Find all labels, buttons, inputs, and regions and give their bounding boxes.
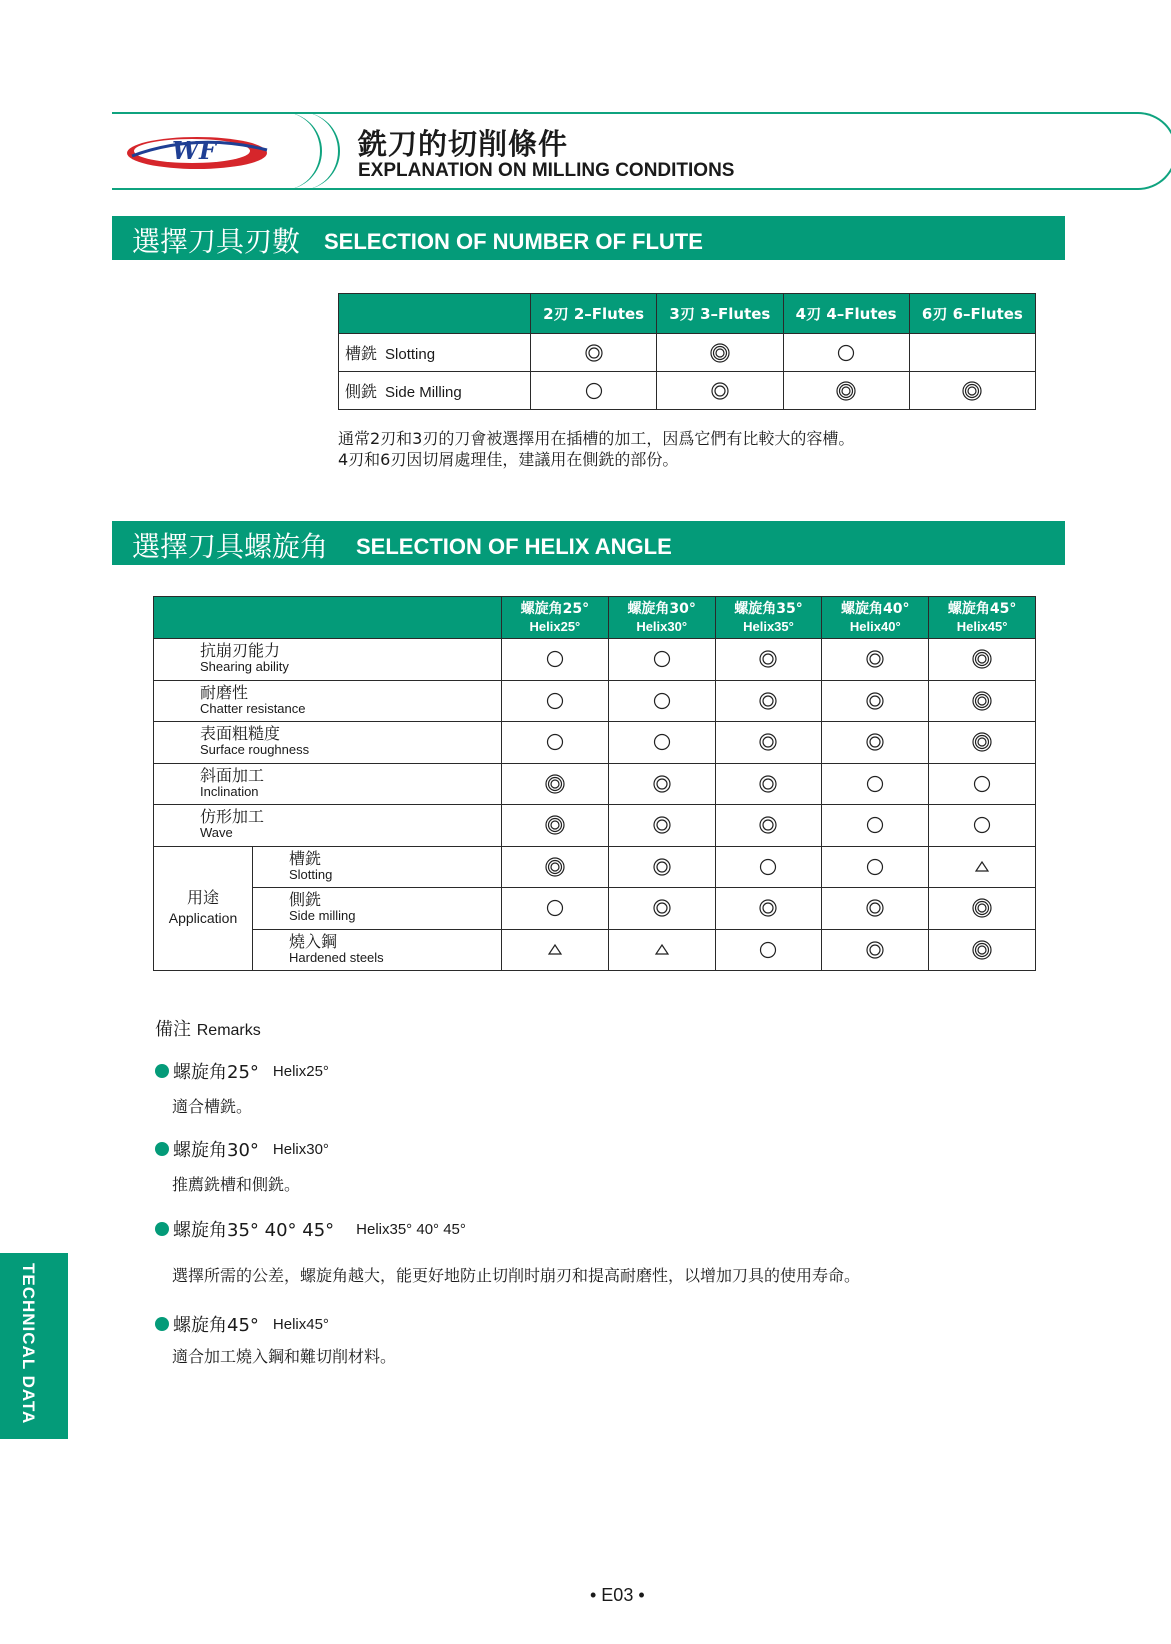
page-header xyxy=(112,112,1065,190)
remark-en: Helix30° xyxy=(272,1140,329,1158)
section-title-zh: 選擇刀具螺旋角 xyxy=(132,530,329,563)
rating-cell xyxy=(608,846,715,888)
page-title-zh: 銑刀的切削條件 xyxy=(358,127,569,161)
table-header-empty xyxy=(339,294,531,334)
remark-item xyxy=(155,1136,329,1194)
remarks xyxy=(155,1015,861,1366)
section-title-en: SELECTION OF NUMBER OF FLUTE xyxy=(324,229,703,254)
header-bottom-rule xyxy=(112,188,1112,190)
rating-cell xyxy=(715,722,822,764)
circle-icon xyxy=(544,731,566,753)
remark-en: Helix35° 40° 45° xyxy=(356,1220,466,1238)
remark-en: Helix45° xyxy=(272,1315,329,1333)
row-label-zh: 燒入鋼 xyxy=(289,931,338,951)
flute-note xyxy=(338,428,854,470)
table-row xyxy=(154,722,1036,764)
table-row xyxy=(154,846,1036,888)
row-label-en: Slotting xyxy=(289,866,333,882)
rating-cell xyxy=(929,846,1036,888)
bullet-icon xyxy=(155,1317,169,1331)
bullet-icon xyxy=(155,1142,169,1156)
note-line: 4刃和6刃因切屑處理佳，建議用在側銑的部份。 xyxy=(338,450,679,469)
rating-cell xyxy=(501,680,608,722)
circle-icon xyxy=(835,342,857,364)
column-header-zh: 螺旋角30° xyxy=(627,600,696,617)
column-header xyxy=(822,597,929,639)
rating-cell xyxy=(715,680,822,722)
flute-selection-table xyxy=(338,293,1036,410)
rating-cell xyxy=(501,639,608,681)
rating-cell xyxy=(608,888,715,930)
rating-cell xyxy=(929,680,1036,722)
rating-cell xyxy=(501,929,608,971)
triple-circle-icon xyxy=(961,380,983,402)
remark-head xyxy=(155,1216,466,1242)
bullet-icon xyxy=(155,1064,169,1078)
remark-desc: 適合加工燒入鋼和難切削材料。 xyxy=(172,1347,397,1366)
double-circle-icon xyxy=(757,814,779,836)
double-circle-icon xyxy=(757,690,779,712)
triple-circle-icon xyxy=(835,380,857,402)
column-header: 4刃 4–Flutes xyxy=(783,294,909,334)
row-label-en: Hardened steels xyxy=(289,949,384,965)
rating-cell xyxy=(929,805,1036,847)
double-circle-icon xyxy=(583,342,605,364)
rating-cell xyxy=(608,639,715,681)
circle-icon xyxy=(864,856,886,878)
double-circle-icon xyxy=(757,648,779,670)
table-row xyxy=(154,639,1036,681)
triple-circle-icon xyxy=(544,856,566,878)
helix-selection-table xyxy=(153,596,1036,971)
row-label-zh: 側銑 xyxy=(289,890,322,910)
rating-cell xyxy=(783,334,909,372)
side-tab-label: TECHNICAL DATA xyxy=(19,1263,38,1425)
rating-cell xyxy=(715,763,822,805)
bullet-icon xyxy=(155,1222,169,1236)
rating-cell xyxy=(929,722,1036,764)
circle-icon xyxy=(544,897,566,919)
triangle-icon xyxy=(971,856,993,878)
remark-head xyxy=(155,1058,329,1084)
table-row xyxy=(154,888,1036,930)
double-circle-icon xyxy=(757,773,779,795)
row-label xyxy=(253,888,502,930)
helix-table-body xyxy=(154,639,1036,971)
triple-circle-icon xyxy=(544,773,566,795)
table-row xyxy=(154,680,1036,722)
rating-cell xyxy=(608,929,715,971)
page-title-en: EXPLANATION ON MILLING CONDITIONS xyxy=(358,160,735,181)
rating-cell xyxy=(715,805,822,847)
column-header xyxy=(608,597,715,639)
application-label-en: Application xyxy=(168,910,238,927)
double-circle-icon xyxy=(709,380,731,402)
table-row xyxy=(154,763,1036,805)
row-label-zh: 槽銑 xyxy=(289,848,322,868)
table-header-row xyxy=(154,597,1036,639)
remark-desc: 選擇所需的公差，螺旋角越大，能更好地防止切削时崩刃和提高耐磨性，以增加刀具的使用寿命。 xyxy=(172,1266,861,1285)
table-row xyxy=(339,334,1036,372)
section-title-zh: 選擇刀具刃數 xyxy=(132,225,301,258)
rating-cell xyxy=(501,888,608,930)
triple-circle-icon xyxy=(971,690,993,712)
circle-icon xyxy=(757,939,779,961)
remark-desc: 適合槽銑。 xyxy=(172,1097,253,1116)
remark-item xyxy=(155,1216,861,1285)
rating-cell xyxy=(822,722,929,764)
circle-icon xyxy=(864,773,886,795)
triple-circle-icon xyxy=(971,731,993,753)
remark-desc: 推薦銑槽和側銑。 xyxy=(172,1175,301,1194)
header-chevron xyxy=(300,112,340,190)
row-label-en: Slotting xyxy=(385,346,436,363)
row-label-zh: 側銑 xyxy=(345,382,378,401)
triple-circle-icon xyxy=(971,648,993,670)
side-tab xyxy=(0,1253,68,1439)
rating-cell xyxy=(909,334,1035,372)
row-label xyxy=(154,680,502,722)
remark-en: Helix25° xyxy=(272,1062,329,1080)
rating-cell xyxy=(608,763,715,805)
rating-cell xyxy=(501,805,608,847)
double-circle-icon xyxy=(864,897,886,919)
circle-icon xyxy=(583,380,605,402)
rating-cell xyxy=(715,888,822,930)
rating-cell xyxy=(822,805,929,847)
row-label xyxy=(253,929,502,971)
rating-cell xyxy=(929,929,1036,971)
double-circle-icon xyxy=(864,690,886,712)
section-helix-header xyxy=(112,521,1065,565)
rating-cell xyxy=(715,929,822,971)
rating-cell xyxy=(783,372,909,410)
remark-zh: 螺旋角30° xyxy=(173,1140,259,1161)
row-label-zh: 耐磨性 xyxy=(200,682,249,702)
row-label-zh: 表面粗糙度 xyxy=(200,724,281,744)
row-label xyxy=(339,334,531,372)
circle-icon xyxy=(651,690,673,712)
column-header-en: Helix35° xyxy=(743,618,794,634)
rating-cell xyxy=(531,334,657,372)
rating-cell xyxy=(715,639,822,681)
column-header-zh: 螺旋角45° xyxy=(947,600,1017,617)
page-number: • E03 • xyxy=(590,1585,645,1605)
rating-cell xyxy=(501,846,608,888)
rating-cell xyxy=(608,680,715,722)
table-row xyxy=(339,372,1036,410)
circle-icon xyxy=(651,648,673,670)
row-label-zh: 仿形加工 xyxy=(200,807,265,827)
application-label xyxy=(154,846,253,971)
rating-cell xyxy=(929,763,1036,805)
table-row xyxy=(154,805,1036,847)
double-circle-icon xyxy=(651,856,673,878)
remarks-title xyxy=(155,1015,261,1041)
rating-cell xyxy=(929,639,1036,681)
column-header: 2刃 2–Flutes xyxy=(531,294,657,334)
row-label-en: Inclination xyxy=(200,783,259,799)
remark-item xyxy=(155,1058,329,1116)
triangle-icon xyxy=(544,939,566,961)
double-circle-icon xyxy=(651,773,673,795)
column-header xyxy=(501,597,608,639)
rating-cell xyxy=(929,888,1036,930)
row-label-zh: 斜面加工 xyxy=(200,765,265,785)
rating-cell xyxy=(501,722,608,764)
circle-icon xyxy=(651,731,673,753)
circle-icon xyxy=(757,856,779,878)
row-label-en: Chatter resistance xyxy=(200,700,306,716)
double-circle-icon xyxy=(757,731,779,753)
row-label-zh: 抗崩刃能力 xyxy=(200,641,281,661)
row-label-en: Wave xyxy=(200,825,233,841)
application-label-zh: 用途 xyxy=(186,888,219,908)
rating-cell xyxy=(822,763,929,805)
double-circle-icon xyxy=(864,939,886,961)
rating-cell xyxy=(501,763,608,805)
rating-cell xyxy=(822,929,929,971)
row-label-zh: 槽銑 xyxy=(345,344,378,363)
column-header-zh: 螺旋角25° xyxy=(520,600,590,617)
triangle-icon xyxy=(651,939,673,961)
table-header-empty xyxy=(154,597,502,639)
rating-cell xyxy=(608,722,715,764)
double-circle-icon xyxy=(864,731,886,753)
remark-zh: 螺旋角45° xyxy=(173,1315,259,1336)
row-label xyxy=(154,722,502,764)
circle-icon xyxy=(971,773,993,795)
remark-head xyxy=(155,1311,329,1337)
column-header-en: Helix45° xyxy=(956,618,1008,634)
circle-icon xyxy=(544,648,566,670)
remarks-title-en: Remarks xyxy=(196,1022,261,1039)
row-label xyxy=(154,639,502,681)
column-header-en: Helix30° xyxy=(636,618,688,634)
column-header: 6刃 6–Flutes xyxy=(909,294,1035,334)
remark-head xyxy=(155,1136,329,1162)
rating-cell xyxy=(715,846,822,888)
note-line: 通常2刃和3刃的刀會被選擇用在插槽的加工，因爲它們有比較大的容槽。 xyxy=(338,429,855,448)
remarks-title-zh: 備注 xyxy=(155,1019,191,1040)
triple-circle-icon xyxy=(971,939,993,961)
row-label-en: Surface roughness xyxy=(200,742,310,758)
table-header-row xyxy=(339,294,1036,334)
column-header xyxy=(715,597,822,639)
triple-circle-icon xyxy=(971,897,993,919)
rating-cell xyxy=(657,372,783,410)
row-label xyxy=(154,805,502,847)
column-header-en: Helix40° xyxy=(849,618,901,634)
section-title-en: SELECTION OF HELIX ANGLE xyxy=(356,534,672,559)
remark-zh: 螺旋角35° 40° 45° xyxy=(173,1220,335,1241)
rating-cell xyxy=(608,805,715,847)
rating-cell xyxy=(822,639,929,681)
column-header-en: Helix25° xyxy=(529,618,581,634)
row-label xyxy=(154,763,502,805)
circle-icon xyxy=(544,690,566,712)
header-top-rule xyxy=(112,112,1112,114)
logo-lettering: WF xyxy=(172,136,216,165)
triple-circle-icon xyxy=(544,814,566,836)
remark-zh: 螺旋角25° xyxy=(173,1062,259,1083)
double-circle-icon xyxy=(651,897,673,919)
rating-cell xyxy=(822,888,929,930)
row-label-en: Shearing ability xyxy=(200,659,289,675)
circle-icon xyxy=(864,814,886,836)
column-header: 3刃 3–Flutes xyxy=(657,294,783,334)
circle-icon xyxy=(971,814,993,836)
row-label xyxy=(339,372,531,410)
double-circle-icon xyxy=(757,897,779,919)
triple-circle-icon xyxy=(709,342,731,364)
wf-logo xyxy=(122,126,272,176)
column-header-zh: 螺旋角35° xyxy=(734,600,803,617)
section-flute-header xyxy=(112,216,1065,260)
remark-item xyxy=(155,1311,397,1366)
rating-cell xyxy=(822,846,929,888)
double-circle-icon xyxy=(651,814,673,836)
double-circle-icon xyxy=(864,648,886,670)
table-row xyxy=(154,929,1036,971)
row-label-en: Side Milling xyxy=(385,384,462,401)
row-label-en: Side milling xyxy=(289,908,356,924)
rating-cell xyxy=(822,680,929,722)
rating-cell xyxy=(657,334,783,372)
row-label xyxy=(253,846,502,888)
column-header xyxy=(929,597,1036,639)
rating-cell xyxy=(909,372,1035,410)
column-header-zh: 螺旋角40° xyxy=(841,600,910,617)
header-endcap xyxy=(1102,112,1171,190)
rating-cell xyxy=(531,372,657,410)
